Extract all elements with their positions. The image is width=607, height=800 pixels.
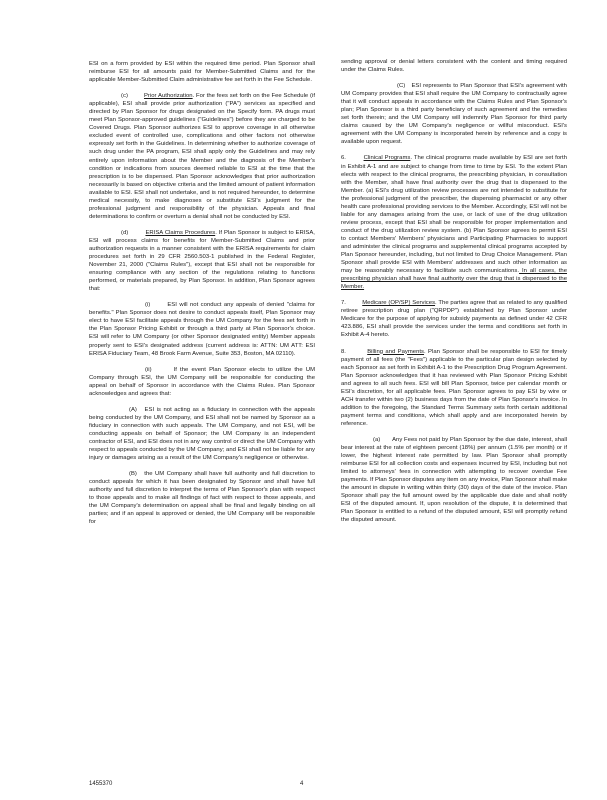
item-number: (C)	[397, 83, 406, 90]
paragraph-erisa-claims	[89, 229, 315, 293]
section-heading: Billing and Payments	[367, 348, 425, 355]
section-text: . For the fees set forth on the Fee Schedule (if applicable), ESI shall provide prior authorization ("PA") services as specified and directed by Plan Sponsor for drugs designated on the Specify form. PA drugs must meet Plan Sponsor-approved guidelines ("Guidelines") before they are charged to be Covered Drugs. Plan Sponsor authorizes ESI to approve coverage in all otherwise excluded event of controlled use, complications and other factors not otherwise expressly set forth in the Guidelines. In determining whether to authorize coverage of such drug under the PA program, ESI shall apply only the Guidelines and may rely entirely upon information about the Member and the diagnosis of the Member's condition or indications from sources deemed reliable to ESI at the time that the prescription is to be dispensed. Plan Sponsor acknowledges that prior authorization necessarily is based on objective criteria and the limited amount of patient information available to ESI. ESI shall not undertake, and is not required hereunder, to determine medical necessity, to make diagnoses or substitute ESI's judgment for the professional judgment and responsibility of the physician. Appeals and final determinations to confirm or overturn a denial shall not be conducted by ESI.	[89, 93, 315, 220]
section-text-underlined: In all cases, the prescribing physician shall have final authority over the drug that is dispensed to the Member.	[341, 268, 567, 291]
section-text: . The clinical programs made available by ESI are set forth in Exhibit A-1 and are subject to change from time to time by ESI. To the extent Plan elects with respect to the clinical programs, the prescribing physician, in consultation with the Member, shall have final authority over the drug that is dispensed to the Member. (a) ESI's drug utilization review processes are not intended to substitute for the professional judgment of the prescriber, the dispensing pharmacist or any other health care professional providing services to the Member. Accordingly, ESI will not be liable for any damages arising from the use, or lack of use of the drug utilization review process, except that ESI shall be responsible for proper implementation and conduct of the drug utilization review system. (b) Plan Sponsor agrees to permit ESI to contact Members' Members' physicians and Participating Pharmacies to support and administer the clinical programs and supplemental clinical programs accepted by Plan Sponsor hereunder, including, but not limited to Drug Choice Management. Plan Sponsor shall provide ESI with Members' addresses and such other information as may be reasonably necessary to facilitate such communications.	[341, 155, 567, 275]
section-text: . Plan Sponsor shall be responsible to ESI for timely payment of all fees (the "Fees") applicable to the particular plan design selected by each Sponsor as set forth in Exhibit A-1 to the Prescription Drug Program Agreement. Plan Sponsor acknowledges that it has reviewed with Plan Sponsor Pricing Exhibit and agrees to all such fees. ESI will bill Plan Sponsor, twice per calendar month or ESI's discretion, for all applicable fees. Plan Sponsor agrees to pay ESI by wire or ACH transfer within two (2) business days from the date of Plan Sponsor's invoice. In addition to the foregoing, the Standard Terms Summary sets forth certain additional payment terms and conditions, which shall apply and are incorporated herein by reference.	[341, 348, 567, 427]
item-text: Any Fees not paid by Plan Sponsor by the due date, interest, shall bear interest at the rate of eighteen percent (18%) per annum (1.5% per month) or if lower, the highest interest rate permitted by law. Plan Sponsor shall promptly reimburse ESI for all collection costs and expenses incurred by ESI, including but not limited to attorneys' fees in connection with attempting to recover overdue Fee payments. If Plan Sponsor disputes any item on any invoice, Plan Sponsor shall make the amount in dispute in writing within thirty (30) days of the date of the invoice. Plan Sponsor shall pay the full amount owed by the applicable due date and shall notify ESI of the disputed amount. If, upon resolution of the dispute, it is determined that Plan Sponsor is entitled to a refund of the disputed amount, ESI will promptly refund the disputed amount.	[341, 436, 567, 524]
paragraph-billing-a	[341, 436, 567, 525]
paragraph-appeals-ii	[89, 366, 315, 398]
paragraph-medicare	[341, 299, 567, 339]
item-number: (a)	[373, 436, 381, 443]
paragraph-appeals-i	[89, 301, 315, 357]
section-text: . If Plan Sponsor is subject to ERISA, ESI will process claims for benefits for Member-Submitted Claims and prior authorization requests in a manner consistent with the ERISA requirements for claim procedures set forth in 29 CFR 2560.503-1 published in the Federal Register, November 21, 2000 ("Claims Rules"), except that ESI shall not be responsible for ensuring compliance with any section of the regulations relating to functions performed, or materials prepared, by Plan Sponsor. In addition, Plan Sponsor agrees that:	[89, 229, 315, 293]
left-column	[89, 60, 315, 534]
item-number: (i)	[145, 302, 151, 309]
paragraph-appeals-b	[89, 470, 315, 526]
item-text: ESI is not acting as a fiduciary in connection with the appeals being conducted by the UM Company, and ESI shall not be named by Sponsor as a fiduciary in connection with such appeals. The UM Company, and not ESI, will be conducting appeals on behalf of Sponsor; the UM Company is an independent contractor of ESI, and ESI does not in any way control or direct the UM Company with respect to appeals conducted by the UM Company; and ESI shall not be liable for any injury or damages arising as a result of the UM Company's negligence or otherwise.	[89, 406, 315, 462]
paragraph-appeal-letters: sending approval or denial letters consistent with the content and timing required under the Claims Rules.	[341, 59, 567, 74]
item-text: the UM Company shall have full authority and full discretion to conduct appeals for which it has been designated by Sponsor and shall have full authority and full discretion to interpret the terms of Plan Sponsor's plan with respect to those appeals and to make all findings of fact with respect to those appeals, and the UM Company's determination on appeal shall be final and legally binding on all parties; and if an appeal is approved or denied, the UM Company will be responsible for	[89, 471, 315, 526]
section-heading: Medicare (OP/SP) Services	[362, 300, 436, 307]
paragraph-appeals-a	[89, 406, 315, 462]
section-heading: Clinical Programs	[363, 155, 411, 162]
section-heading: ERISA Claims Procedures	[145, 229, 216, 236]
item-number: (ii)	[145, 366, 152, 373]
paragraph-clinical-programs	[341, 154, 567, 291]
section-number: 7.	[341, 300, 346, 307]
section-number: 6.	[341, 155, 346, 162]
section-number: 8.	[341, 348, 346, 355]
section-number: (d)	[121, 229, 129, 236]
section-heading: Prior Authorization	[143, 93, 193, 100]
paragraph-prior-authorization	[89, 92, 315, 221]
paragraph-billing	[341, 348, 567, 428]
item-number: (A)	[129, 406, 137, 413]
paragraph-appeals-c	[341, 82, 567, 146]
item-text: If the event Plan Sponsor elects to utilize the UM Company through ESI, the UM Company will be responsible for conducting the appeal on behalf of Sponsor in accordance with the Claims Rules. Plan Sponsor acknowledges and agrees that:	[89, 366, 315, 397]
section-text: . The parties agree that as related to any qualified retiree prescription drug plan ("QRPDP") established by Plan Sponsor under Medicare for the purpose of applying for subsidy payments as defined under 42 CFR 423.886, ESI shall provide the services under the terms and conditions set forth in Exhibit A-4 hereto.	[341, 300, 567, 339]
item-number: (B)	[129, 471, 137, 478]
item-text: ESI will not conduct any appeals of denied "claims for benefits." Plan Sponsor does not desire to conduct appeals itself, Plan Sponsor may elect to have ESI facilitate appeals through the UM Company for the fees set forth in the Plan Sponsor Pricing Exhibit or through a third party at Plan Sponsor's choice. ESI will refer to UM Company (or other Sponsor designated entity) Member appeals properly sent to ESI's designated address (current address is: ATTN: UM ATT: ESI ERISA Fiduciary Team, 48 Brook Farm Avenue, Suite 353, Boston, MA 02110).	[89, 302, 315, 357]
item-text: ESI represents to Plan Sponsor that ESI's agreement with UM Company provides that ESI shall require the UM Company to contractually agree that it will conduct appeals in accordance with the Claims Rules and Plan Sponsor's plan; Plan Sponsor is a third party beneficiary of such agreement and the remedies set forth therein; and the UM Company will indemnify Plan Sponsor for third party claims caused by the UM Company's negligence or willful misconduct. ESI's agreement with the UM Company is incorporated herein by reference and a copy is available upon request.	[341, 83, 567, 146]
paragraph-member-submitted-claims: ESI on a form provided by ESI within the required time period. Plan Sponsor shall reimburse ESI for all amounts paid for Member-Submitted Claims and for the applicable Member-Submitted Claim administrative fee set forth in the Fee Schedule.	[89, 61, 315, 84]
right-column	[341, 58, 567, 532]
page-number: 4	[300, 781, 304, 787]
section-number: (c)	[121, 93, 128, 100]
document-id: 1455370	[89, 781, 113, 787]
